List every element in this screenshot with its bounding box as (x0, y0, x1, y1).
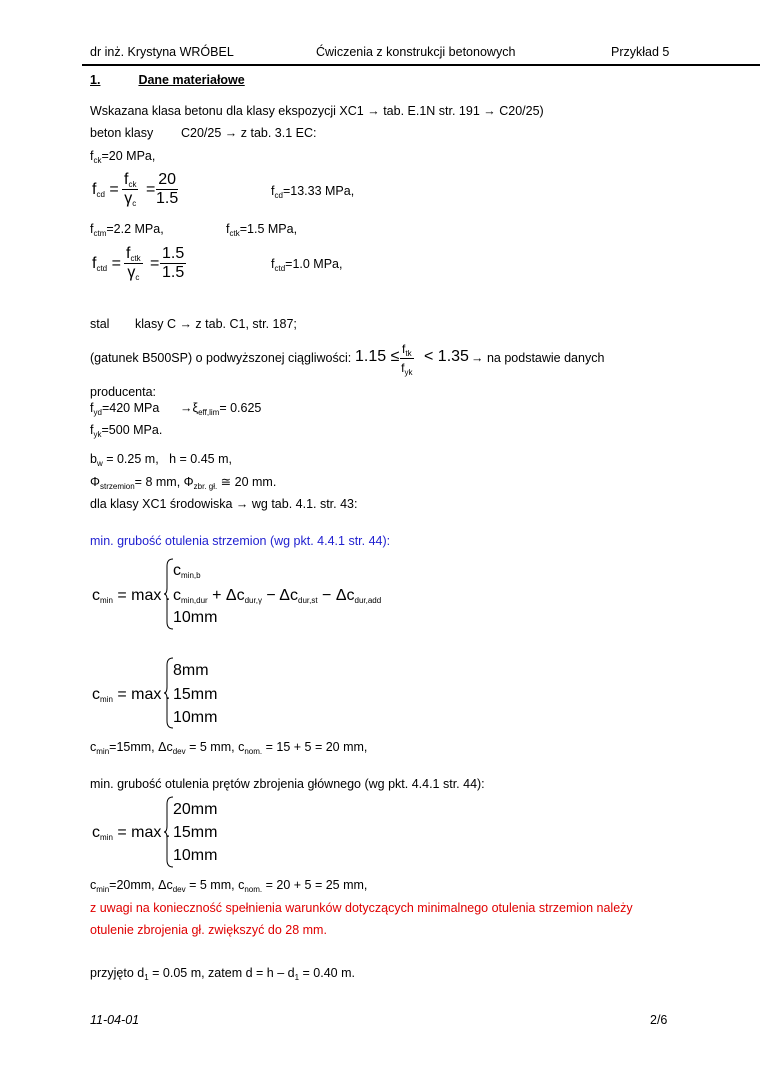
header-example: Przykład 5 (611, 45, 670, 59)
brace3-row-1: 20mm (173, 801, 218, 818)
brace1-row-1: $c_{min,b}$ (173, 562, 201, 580)
brace2-row-3: 10mm (173, 709, 218, 726)
concrete-class-label: beton klasy (90, 126, 154, 140)
fck-line: $f_{ck}=20$ MPa, (90, 149, 156, 165)
grade-line: (gatunek B500SP) o podwyższonej ciągliwości: (90, 351, 352, 365)
main-bar-cover-heading: min. grubość otulenia prętów zbrojenia głównego (wg pkt. 4.4.1 str. 44): (90, 777, 485, 791)
fctd-fraction-2: $\frac{1.5}{1.5}$ (162, 245, 185, 281)
diameter-line: $\Phi_{strzemion}= 8$ mm, $\Phi_{zbr. gł.}$ ≅ 20 mm. (90, 475, 277, 491)
main-bar-cover-result: $c_{min}=20mm$, $\Delta c_{dev} = 5$ mm, $c_{nom.} = 20 + 5 = 25$ mm, (90, 878, 368, 894)
steel-class: klasy C → z tab. C1, str. 187; (135, 317, 297, 331)
fctm-line: $f_{ctm}=2.2$ MPa, (90, 222, 164, 238)
section-heading: 1. Dane materiałowe (90, 73, 245, 87)
equals: = (150, 255, 160, 272)
effective-depth-line: przyjęto $d_1 = 0.05$ m, zatem $d = h - d_1 = 0.40$ m. (90, 966, 355, 982)
cmin-symbol-2: $c_{min} = \max$ . (92, 686, 171, 704)
note-line-2: otulenie zbrojenia gł. zwiększyć do 28 mm. (90, 923, 327, 937)
cmin-symbol-1: $c_{min} = \max$ . (92, 587, 171, 605)
producer-label: producenta: (90, 385, 157, 399)
dimensions-line: $b_w = 0.25$ m, h = 0.45 m, (90, 452, 232, 468)
grade-line-end: → na podstawie danych (471, 351, 605, 365)
concrete-class-value: C20/25 → z tab. 3.1 EC: (181, 126, 317, 140)
fcd-fraction-1: $f_{ck}$ $\gamma_c$ (124, 171, 137, 208)
fyd-line: $f_{yd}=420$ MPa (90, 401, 160, 417)
brace1-row-3: 10mm (173, 609, 218, 626)
steel-label: stal (90, 317, 110, 331)
xi-line: $\to\xi_{eff,lim}= 0.625$ (180, 401, 262, 417)
cmin-symbol-3: $c_{min} = \max$ . (92, 824, 171, 842)
header-author: dr inż. Krystyna WRÓBEL (90, 45, 234, 59)
brace3-row-3: 10mm (173, 847, 218, 864)
footer-date: 11-04-01 (90, 1013, 140, 1027)
brace1-row-2: $c_{min,dur} + \Delta c_{dur,\gamma} - \Delta c_{dur,st} - \Delta c_{dur,add}$ (173, 587, 382, 605)
ratio-lower: 1.15 ≤ (355, 348, 400, 365)
footer-page-number: 2/6 (650, 1013, 668, 1027)
fctk-line: $f_{ctk}=1.5$ MPa, (226, 222, 298, 238)
header-title: Ćwiczenia z konstrukcji betonowych (316, 45, 516, 59)
fcd-fraction-2: $\frac{20}{1.5}$ (156, 171, 179, 207)
exposure-table-line: dla klasy XC1 środowiska → wg tab. 4.1. str. 43: (90, 497, 358, 511)
ratio-upper: < 1.35 (424, 348, 469, 365)
exposure-line: Wskazana klasa betonu dla klasy ekspozycji XC1 → tab. E.1N str. 191 → C20/25) (90, 104, 544, 118)
note-line-1: z uwagi na konieczność spełnienia warunków dotyczących minimalnego otulenia strzemion należy (90, 901, 633, 915)
stirrup-cover-heading: min. grubość otulenia strzemion (wg pkt. 4.4.1 str. 44): (90, 534, 391, 548)
fctd-symbol: $f_{ctd}$ = (92, 255, 121, 273)
brace2-row-1: 8mm (173, 662, 209, 679)
fyk-line: $f_{yk}=500$ MPa. (90, 423, 163, 439)
header-rule (82, 64, 760, 66)
brace2-row-2: 15mm (173, 686, 218, 703)
fctd-fraction-1: $f_{ctk}$ $\gamma_c$ (126, 245, 141, 282)
ratio-fraction: $f_{tk}$ $f_{yk}$ (401, 342, 413, 377)
fcd-symbol: $f_{cd}$ = (92, 181, 119, 199)
brace3-row-2: 15mm (173, 824, 218, 841)
fcd-result: $f_{cd}=13.33$ MPa, (271, 184, 355, 200)
stirrup-cover-result: $c_{min}=15mm$, $\Delta c_{dev} = 5$ mm, $c_{nom.} = 15 + 5 = 20$ mm, (90, 740, 368, 756)
fctd-result: $f_{ctd}=1.0$ MPa, (271, 257, 343, 273)
equals: = (146, 181, 156, 198)
